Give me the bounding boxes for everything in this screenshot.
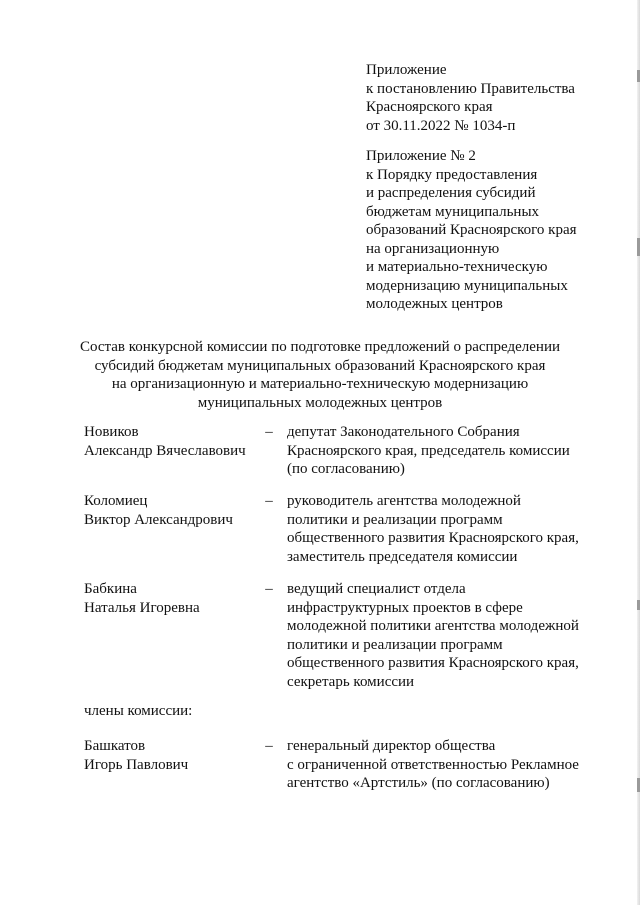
role-line: Красноярского края, председатель комиссии [287, 442, 570, 459]
role-line: инфраструктурных проектов в сфере [287, 599, 523, 616]
appendix-line: бюджетам муниципальных [366, 203, 540, 220]
title-line: субсидий бюджетам муниципальных образований Красноярского края [94, 357, 546, 374]
members-section-label: члены комиссии: [84, 703, 193, 719]
member-given-names: Игорь Павлович [84, 756, 189, 773]
appendix-procedure-block [366, 147, 616, 314]
member-name [84, 423, 264, 460]
member-given-names: Александр Вячеславович [84, 442, 246, 459]
role-line: агентство «Артстиль» (по согласованию) [287, 775, 550, 791]
appendix-line: и распределения субсидий [366, 185, 536, 201]
member-role [287, 580, 627, 691]
role-line: политики и реализации программ [287, 636, 503, 653]
member-given-names: Виктор Александрович [84, 511, 233, 528]
appendix-line: к постановлению Правительства [366, 80, 575, 97]
member-dash: – [265, 581, 273, 597]
title-line: Состав конкурсной комиссии по подготовке предложений о распределении [79, 339, 561, 355]
member-dash: – [265, 493, 273, 509]
member-role [287, 737, 627, 793]
appendix-line: от 30.11.2022 № 1034-п [366, 117, 516, 134]
role-line: с ограниченной ответственностью Рекламное [287, 756, 579, 773]
appendix-line: и материально-техническую [366, 259, 548, 275]
appendix-line: на организационную [366, 240, 500, 257]
title-line: на организационную и материально-техническую модернизацию [111, 376, 529, 392]
role-line: заместитель председателя комиссии [287, 548, 518, 565]
appendix-line: модернизацию муниципальных [366, 277, 568, 294]
role-line: ведущий специалист отдела [287, 581, 466, 597]
member-role [287, 492, 627, 566]
member-name [84, 492, 264, 529]
member-surname: Бабкина [84, 581, 137, 597]
role-line: (по согласованию) [287, 461, 405, 477]
role-line: генеральный директор общества [287, 738, 496, 754]
member-surname: Новиков [84, 424, 139, 440]
appendix-line: молодежных центров [366, 296, 503, 312]
appendix-line: Приложение № 2 [366, 148, 476, 164]
appendix-resolution-block [366, 61, 616, 135]
member-role [287, 423, 627, 479]
document-title [40, 338, 600, 412]
appendix-line: Красноярского края [366, 99, 493, 115]
member-surname: Башкатов [84, 738, 146, 754]
member-dash: – [265, 738, 273, 754]
appendix-line: образований Красноярского края [366, 222, 577, 238]
member-given-names: Наталья Игоревна [84, 599, 200, 616]
role-line: секретарь комиссии [287, 673, 415, 690]
role-line: политики и реализации программ [287, 511, 503, 528]
role-line: депутат Законодательного Собрания [287, 424, 520, 440]
appendix-line: к Порядку предоставления [366, 166, 538, 183]
member-name [84, 737, 264, 774]
appendix-line: Приложение [366, 62, 447, 78]
member-surname: Коломиец [84, 493, 148, 509]
role-line: молодежной политики агентства молодежной [287, 618, 579, 634]
role-line: общественного развития Красноярского края, [287, 655, 579, 671]
role-line: руководитель агентства молодежной [287, 493, 521, 509]
role-line: общественного развития Красноярского края, [287, 530, 579, 546]
title-line: муниципальных молодежных центров [197, 394, 443, 411]
member-name [84, 580, 264, 617]
member-dash: – [265, 424, 273, 440]
